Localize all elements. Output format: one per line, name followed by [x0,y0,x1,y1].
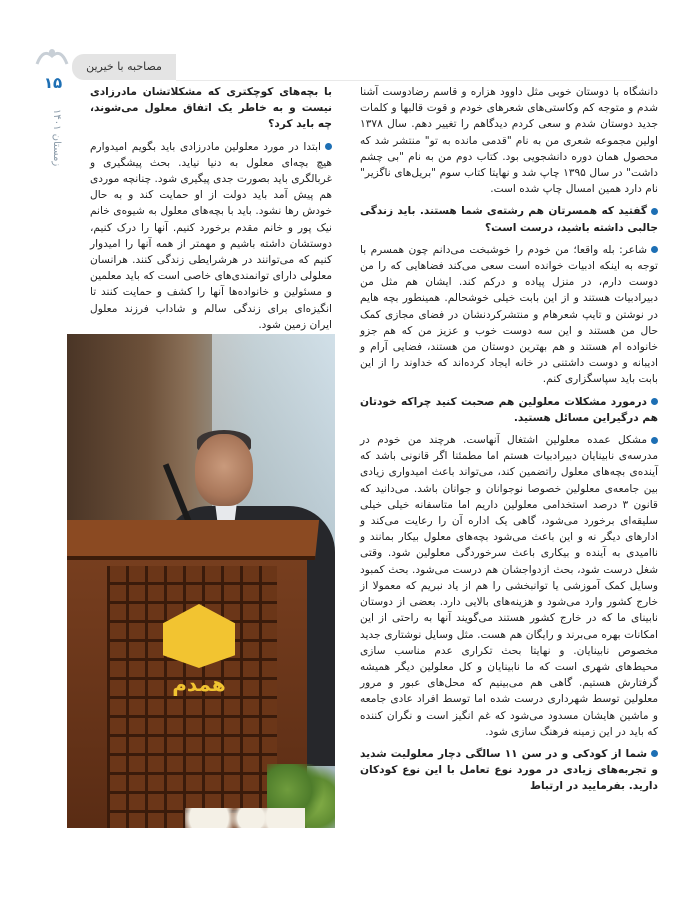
question-paragraph [360,394,658,426]
bullet-icon [651,398,658,405]
bullet-icon [651,208,658,215]
article-column-left [90,84,332,339]
emblem-text: همدم [172,672,226,696]
flowers-decoration [185,808,305,828]
header-divider [176,80,636,81]
question-text: شما از کودکی و در سن ۱۱ سالگی دچار معلولیت شدید و تجربه‌های زیادی در مورد نوع تعامل با این نوع کودکان دارید. بفرمایید در ارتباط [360,747,658,793]
answer-text: شاعر: بله واقعا؛ من خودم را خوشبخت می‌دانم چون همسرم با توجه به اینکه ادبیات خوانده است سعی می‌کند فضاهایی که را من دوست دارم، در منزل پیاده و درکم کند. ایشان هم مثل من دبیرادبیات هستند و از این بابت خیلی خوشحالم. همینطور بچه هایم در نوشتن و تایپ شعرهام و منتشرکردنشان در فضای مجازی کمک حال من هستند و این سه دوست خوب و عزیز من که هم جزو خانواده ام هستند و هم بهترین دوستان من هستند، فضایی آرام و ادیبانه و دوست داشتنی در خانه ایجاد کرده‌اند که خداوند را از این بابت باید سپاسگزاری کنم. [360,243,658,386]
answer-paragraph: دانشگاه با دوستان خوبی مثل داوود هزاره و قاسم رضادوست آشنا شدم و متوجه کم وکاستی‌های شعرهای خودم و قوت قالبها و کلمات جدید دوستان شدم و سعی کردم دیدگاهم را تغییر دهم. سال ۱۳۷۸ اولین مجموعه شعری من به نام "قدمی مانده به تو" منتشر شد که محصول همان دوره دانشجویی بود. کتاب دوم من به نام "بی چشم داشت" در سال ۱۳۹۵ چاپ شد و نهایتا کتاب سوم "بریل‌های ناگزیر" نام دارد همین امسال چاپ شده است. [360,86,658,196]
article-column-right [360,84,658,844]
answer-paragraph [360,242,658,388]
question-paragraph [360,746,658,795]
magazine-logo-icon [33,44,71,70]
answer-text: ابتدا در مورد معلولین مادرزادی باید بگویم امیدوارم هیچ بچه‌ای معلول به دنیا نیاید. بحث پیشگیری و غربالگری باید بصورت جدی پیگیری شود. چنانچه موردی هم پیش آمد باید دولت از او حمایت کند و به حال خودش رها نشود. باید با بچه‌های معلول به شیوه‌ی خانم نیک پور و خانم مقدم برخورد کنیم. آنها را درک کنیم، دوستشان داشته باشیم و مهمتر از همه آنها را امیدوار کنیم که می‌توانند در هرشرایطی زندگی کنند. هرانسان معلولی دارای توانمندی‌های خاصی است که باید معلمین و مسئولین و خانواده‌ها آنها را کشف و حمایت کنند تا انگیزه‌ای برای زندگی سالم و شاداب فرزند معلول ایران زمین شود. [90,140,332,331]
question-text: گفتید که همسرتان هم رشته‌ی شما هستند. باید زندگی جالبی داشته باشید، درست است؟ [360,205,658,234]
section-tab: مصاحبه با خیرین [72,54,176,80]
podium-top [67,520,319,560]
speaker-photo [67,334,335,828]
question-paragraph [360,203,658,235]
bullet-icon [651,437,658,444]
answer-text: مشکل عمده معلولین اشتغال آنهاست. هرچند من خودم در مدرسه‌ی نابینایان دبیرادبیات هستم اما مطمئنا اگر قانونی باشد که آینده‌ی بچه‌های معلول راتضمین کند، می‌تواند باعث امیدواری زیادی بین جامعه‌ی معلولین خصوصا نوجوانان و جوانان باشد. می‌دانید که قانون ۳ درصد استخدامی معلولین داریم اما متاسفانه خیلی خیلی سلیقه‌ای برخورد می‌شود، گاهی یک اداره آن را رعایت می‌کند و ادارهای دیگر نه و این باعث می‌شود بچه‌های معلول بیکار بمانند و ناامیدی به آینده و بیکاری باعث سرخوردگی معلولین شود. وقتی شغل درست شود، بحث ازدواجشان هم درست می‌شود. بحث کمبود وسایل کمک آموزشی یا توانبخشی را هم از یاد نبریم که معمولا از خارج کشور وارد می‌شود و هزینه‌های بالایی دارد. بعضی از دوستان نابینای ما که در خارج کشور هستند می‌گویند آنها به راحتی از این امکانات بهره می‌برند و رایگان هم هست. مثل وسایل نوشتاری جدید مخصوص نابینایان. و نهایتا بحث تکراری عدم مناسب سازی محیط‌های شهری است که ما نابینایان و کل معلولین دیگر همیشه گرفتارش هستیم. گاهی هم می‌بینیم که محل‌های عبور و مرور معلولین توسط شهرداری درست شده اما توسط افراد عادی جامعه و ماشین هایشان مسدود می‌شود که غم انگیز است و نگران کننده که باید در این زمینه فرهنگ سازی شود. [360,434,658,738]
bullet-icon [651,750,658,757]
issue-label: زمستان ۱۴۰۱ [51,109,62,167]
podium-lattice [107,566,277,828]
question-paragraph: با بچه‌های کوچکتری که مشکلاتشان مادرزادی نیست و به خاطر یک اتفاق معلول می‌شوند، چه باید کرد؟ [90,86,332,131]
bullet-icon [325,143,332,150]
bullet-icon [651,246,658,253]
answer-paragraph [90,139,332,333]
page-number: ۱۵ [43,74,63,92]
question-text: درمورد مشکلات معلولین هم صحبت کنید چراکه خودتان هم درگیراین مسائل هستید. [360,395,658,424]
speaker-head [195,434,253,506]
answer-paragraph [360,432,658,740]
